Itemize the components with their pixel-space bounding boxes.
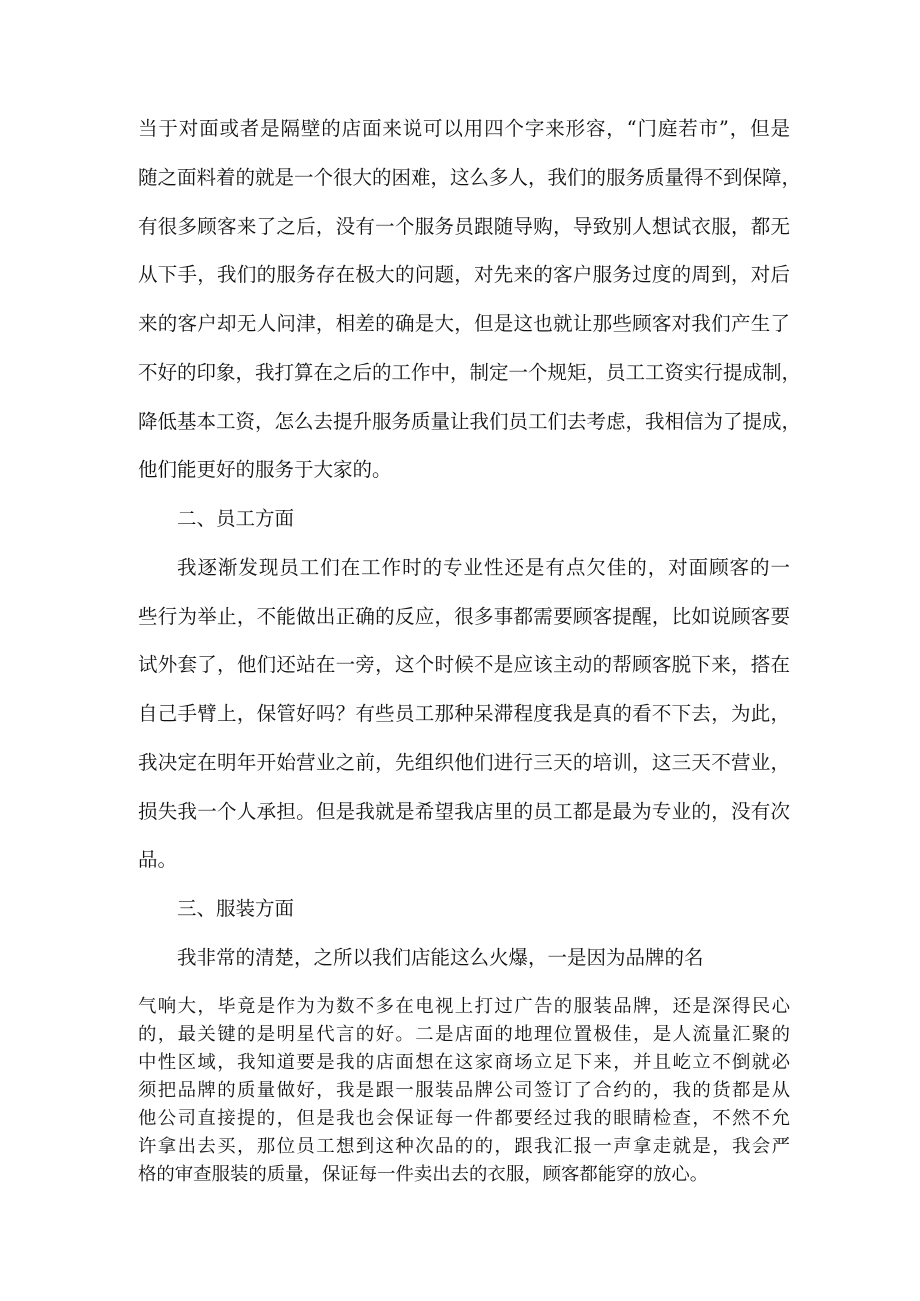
paragraph-line: 降低基本工资，怎么去提升服务质量让我们员工们去考虑，我相信为了提成，	[138, 410, 802, 433]
paragraph-line: 品。	[138, 848, 178, 871]
paragraph-line: 我非常的清楚，之所以我们店能这么火爆，一是因为品牌的名	[177, 946, 704, 969]
paragraph-line: 气响大，毕竟是作为为数不多在电视上打过广告的服装品牌，还是深得民心	[138, 996, 790, 1017]
paragraph-line: 格的审查服装的质量，保证每一件卖出去的衣服，顾客都能穿的放心。	[138, 1164, 709, 1185]
paragraph-line: 损失我一个人承担。但是我就是希望我店里的员工都是最为专业的，没有次	[138, 800, 790, 823]
paragraph-line: 当于对面或者是隔壁的店面来说可以用四个字来形容，“门庭若市”，但是	[138, 117, 790, 140]
paragraph-line: 他们能更好的服务于大家的。	[138, 458, 392, 481]
paragraph-line: 的，最关键的是明星代言的好。二是店面的地理位置极佳，是人流量汇聚的	[138, 1024, 790, 1045]
paragraph-line: 许拿出去买，那位员工想到这种次品的的，跟我汇报一声拿走就是，我会严	[138, 1136, 790, 1157]
paragraph-line: 自己手臂上，保管好吗？有些员工那种呆滞程度我是真的看不下去，为此，	[138, 702, 790, 725]
paragraph-line: 从下手，我们的服务存在极大的问题，对先来的客户服务过度的周到，对后	[138, 263, 790, 286]
section-heading: 三、服装方面	[177, 897, 295, 920]
paragraph-line: 我决定在明年开始营业之前，先组织他们进行三天的培训，这三天不营业，	[138, 751, 790, 774]
paragraph-line: 来的客户却无人问津，相差的确是大，但是这也就让那些顾客对我们产生了	[138, 312, 790, 335]
paragraph-line: 随之面料着的就是一个很大的困难，这么多人，我们的服务质量得不到保障，	[138, 166, 802, 189]
paragraph-line: 有很多顾客来了之后，没有一个服务员跟随导购，导致别人想试衣服，都无	[138, 215, 790, 238]
paragraph-line: 不好的印象，我打算在之后的工作中，制定一个规矩，员工工资实行提成制，	[138, 361, 802, 384]
paragraph-line: 我逐渐发现员工们在工作时的专业性还是有点欠佳的，对面顾客的一	[177, 556, 790, 579]
paragraph-line: 他公司直接提的，但是我也会保证每一件都要经过我的眼睛检查，不然不允	[138, 1108, 790, 1129]
paragraph-line: 些行为举止，不能做出正确的反应，很多事都需要顾客提醒，比如说顾客要	[138, 605, 790, 628]
paragraph-line: 试外套了，他们还站在一旁，这个时候不是应该主动的帮顾客脱下来，搭在	[138, 653, 790, 676]
section-heading: 二、员工方面	[177, 507, 295, 530]
paragraph-line: 中性区域，我知道要是我的店面想在这家商场立足下来，并且屹立不倒就必	[138, 1052, 790, 1073]
paragraph-line: 须把品牌的质量做好，我是跟一服装品牌公司签订了合约的，我的货都是从	[138, 1080, 790, 1101]
